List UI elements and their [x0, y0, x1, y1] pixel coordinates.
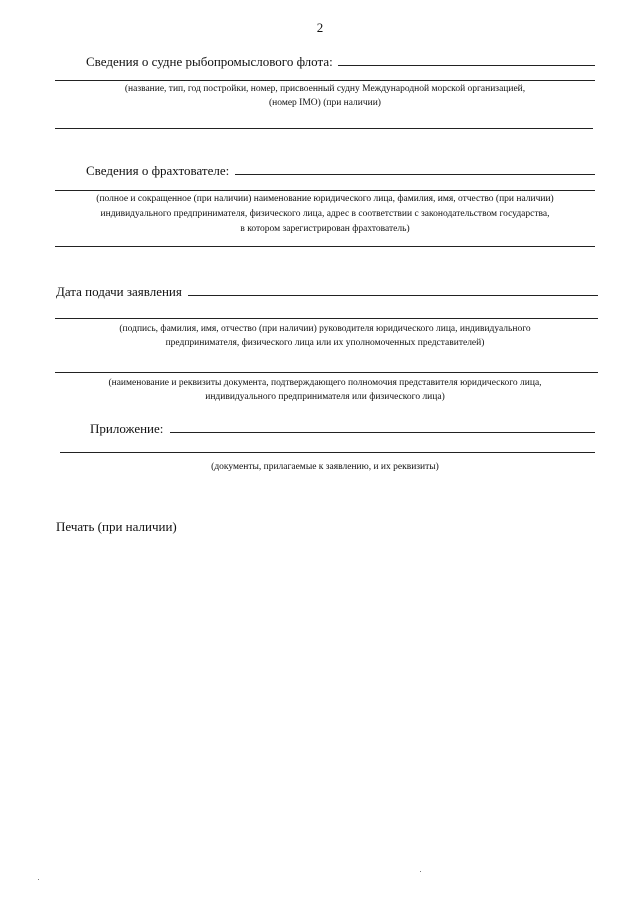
authority-document-field[interactable]	[55, 372, 598, 373]
signature-field[interactable]	[55, 318, 598, 319]
authority-hint-1: (наименование и реквизиты документа, подтверждающего полномочия представителя юридического лица,	[108, 378, 542, 388]
submission-date-field[interactable]	[188, 295, 598, 296]
signature-hint-2: предпринимателя, физического лица или их уполномоченных представителей)	[165, 338, 485, 348]
vessel-info-field-line-3[interactable]	[55, 128, 593, 129]
charterer-info-hint-2: индивидуального предпринимателя, физического лица, адрес в соответствии с законодательством государства,	[100, 209, 550, 219]
scan-speck	[38, 879, 39, 880]
charterer-info-field-line-2[interactable]	[55, 190, 595, 191]
charterer-info-hint-3: в котором зарегистрирован фрахтователь)	[240, 224, 410, 234]
page-number: 2	[316, 20, 324, 35]
vessel-info-hint-2: (номер IMO) (при наличии)	[269, 98, 381, 108]
attachment-field[interactable]	[170, 432, 595, 433]
charterer-info-field-line-3[interactable]	[55, 246, 595, 247]
charterer-info-field[interactable]	[235, 174, 595, 175]
authority-hint-2: индивидуального предпринимателя или физического лица)	[205, 392, 445, 402]
attachment-label: Приложение:	[90, 421, 164, 436]
charterer-info-label: Сведения о фрахтователе:	[86, 163, 230, 178]
vessel-info-label: Сведения о судне рыбопромыслового флота:	[86, 54, 333, 69]
attachment-hint: (документы, прилагаемые к заявлению, и их реквизиты)	[211, 462, 439, 472]
submission-date-label: Дата подачи заявления	[56, 284, 182, 299]
signature-hint-1: (подпись, фамилия, имя, отчество (при наличии) руководителя юридического лица, индивидуального	[119, 324, 531, 334]
vessel-info-field[interactable]	[338, 65, 595, 66]
vessel-info-hint-1: (название, тип, год постройки, номер, присвоенный судну Международной морской организацией,	[124, 84, 526, 94]
attachment-field-line-2[interactable]	[60, 452, 595, 453]
charterer-info-hint-1: (полное и сокращенное (при наличии) наименование юридического лица, фамилия, имя, отчество (при наличии)	[96, 194, 554, 204]
stamp-label: Печать (при наличии)	[56, 519, 177, 534]
vessel-info-field-line-2[interactable]	[55, 80, 595, 81]
scan-speck	[420, 871, 421, 872]
